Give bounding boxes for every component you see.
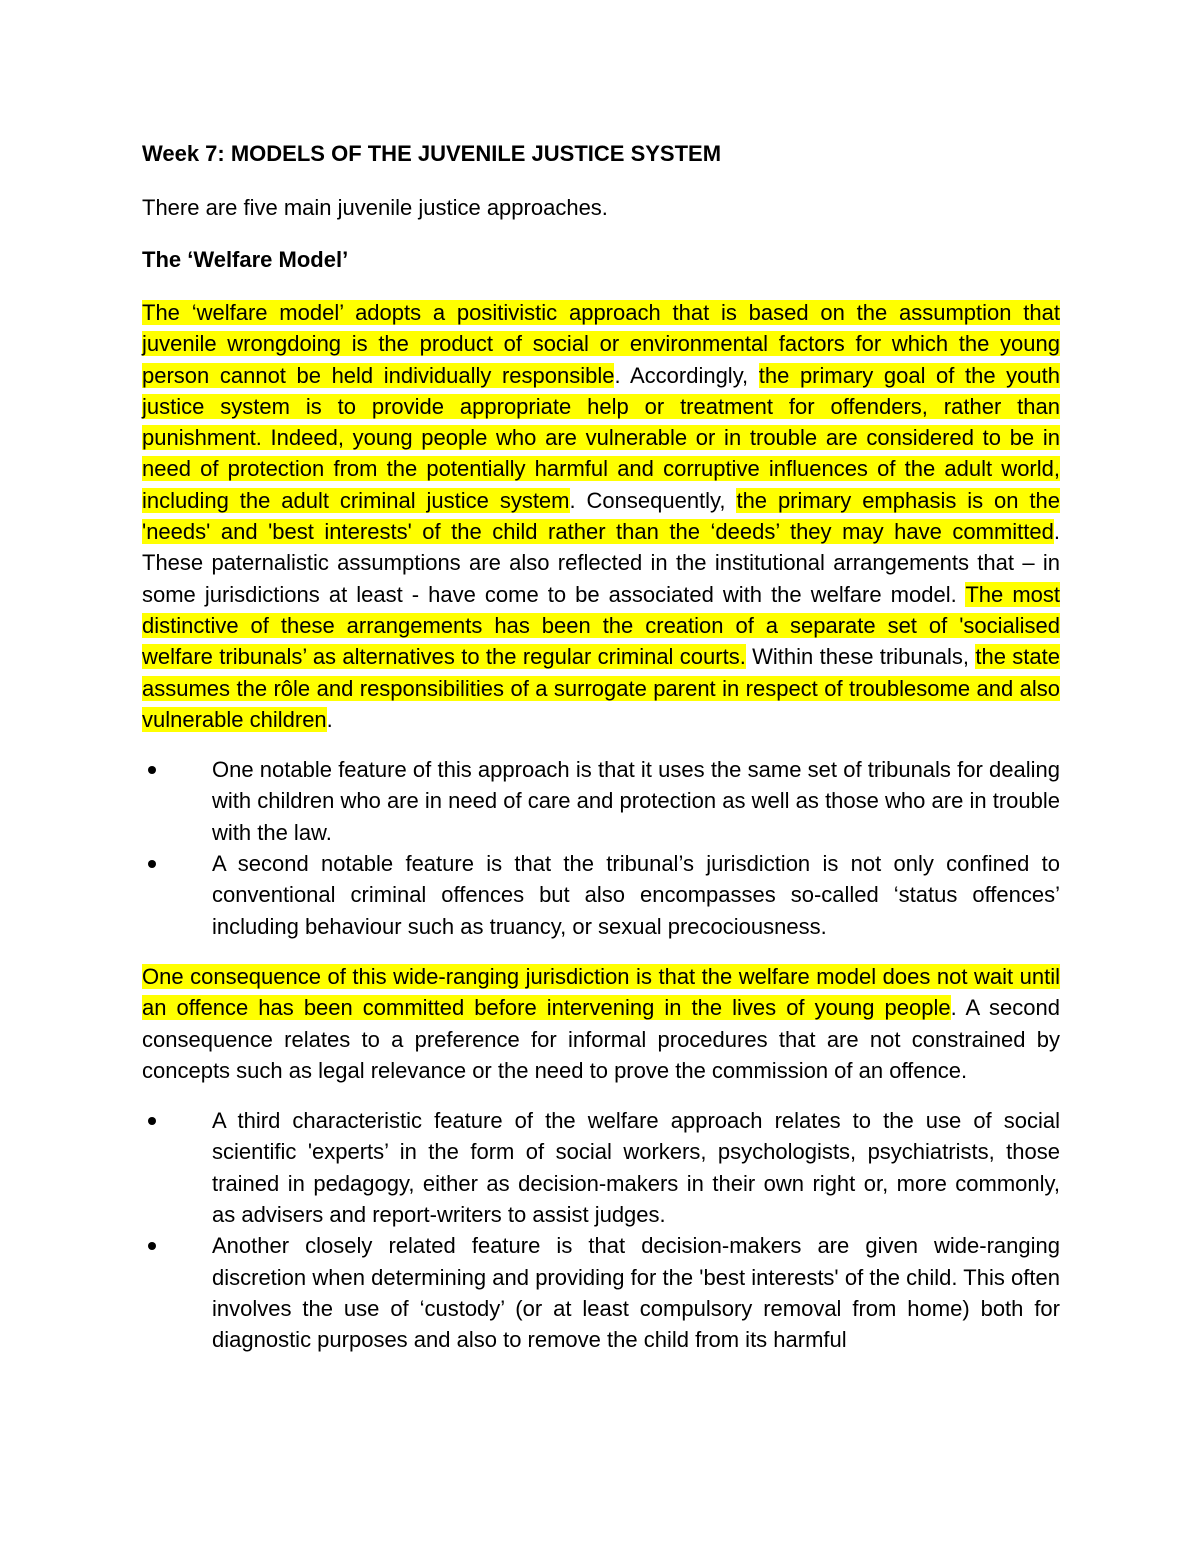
highlighted-text: The ‘welfare model’ adopts a positivistic approach that is based on the assumption that juvenile wrongdoing is the product of social or environmental factors for which the young person cannot be held individually responsible xyxy=(142,300,1060,388)
list-item xyxy=(142,1230,1060,1355)
list-item xyxy=(142,1105,1060,1230)
bullet-icon xyxy=(148,860,156,868)
plain-text: Within these tribunals, xyxy=(745,644,976,670)
list-item xyxy=(142,848,1060,942)
consequence-paragraph xyxy=(142,961,1060,1086)
highlighted-text: the primary goal of the youth justice system is to provide appropriate help or treatment for offenders, rather than punishment. Indeed, young people who are vulnerable or in trouble are considered to be in need of protection from the potentially harmful and corruptive influences of the adult world, including the adult criminal justice system xyxy=(142,362,1060,513)
bullet-list-features xyxy=(142,754,1060,942)
list-item-text: A second notable feature is that the tribunal’s jurisdiction is not only confined to conventional criminal offences but also encompasses so-called ‘status offences’ including behaviour such as truancy, or sexual precociousness. xyxy=(212,851,1060,939)
intro-text: There are five main juvenile justice approaches. xyxy=(142,195,608,220)
highlighted-text: One consequence of this wide-ranging jurisdiction is that the welfare model does not wait until an offence has been committed before intervening in the lives of young people xyxy=(142,963,1060,1021)
plain-text: . These paternalistic assumptions are also reflected in the institutional arrangements that – in some jurisdictions at least - have come to be associated with the welfare model. xyxy=(142,519,1060,607)
highlighted-text: the state assumes the rôle and responsibilities of a surrogate parent in respect of troublesome and also vulnerable children xyxy=(142,644,1060,732)
list-item xyxy=(142,754,1060,848)
highlighted-text: The most distinctive of these arrangements has been the creation of a separate set of 'socialised welfare tribunals’ as alternatives to the regular criminal courts. xyxy=(142,581,1060,670)
plain-text: . xyxy=(326,706,333,732)
bullet-icon xyxy=(148,1242,156,1250)
list-item-text: A third characteristic feature of the welfare approach relates to the use of social scientific 'experts’ in the form of social workers, psychologists, psychiatrists, those trained in pedagogy, either as decision-makers in their own right or, more commonly, as advisers and report-writers to assist judges. xyxy=(212,1108,1060,1228)
document-title: Week 7: MODELS OF THE JUVENILE JUSTICE SYSTEM xyxy=(142,141,722,166)
section-heading: The ‘Welfare Model’ xyxy=(142,247,349,272)
bullet-icon xyxy=(148,1117,156,1125)
plain-text: . Consequently, xyxy=(569,487,737,513)
highlighted-text: the primary emphasis is on the 'needs' and 'best interests' of the child rather than the ‘deeds’ they may have committed xyxy=(142,487,1061,545)
list-item-text: Another closely related feature is that decision-makers are given wide-ranging discretion when determining and providing for the 'best interests' of the child. This often involves the use of ‘custody’ (or at least compulsory removal from home) both for diagnostic purposes and also to remove the child from its harmful xyxy=(212,1233,1060,1353)
welfare-model-paragraph xyxy=(142,297,1060,735)
plain-text: . Accordingly, xyxy=(614,362,759,388)
bullet-icon xyxy=(148,766,156,774)
bullet-list-characteristics xyxy=(142,1105,1060,1355)
list-item-text: One notable feature of this approach is that it uses the same set of tribunals for dealing with children who are in need of care and protection as well as those who are in trouble with the law. xyxy=(212,757,1060,845)
plain-text: . A second consequence relates to a preference for informal procedures that are not constrained by concepts such as legal relevance or the need to prove the commission of an offence. xyxy=(142,995,1060,1083)
